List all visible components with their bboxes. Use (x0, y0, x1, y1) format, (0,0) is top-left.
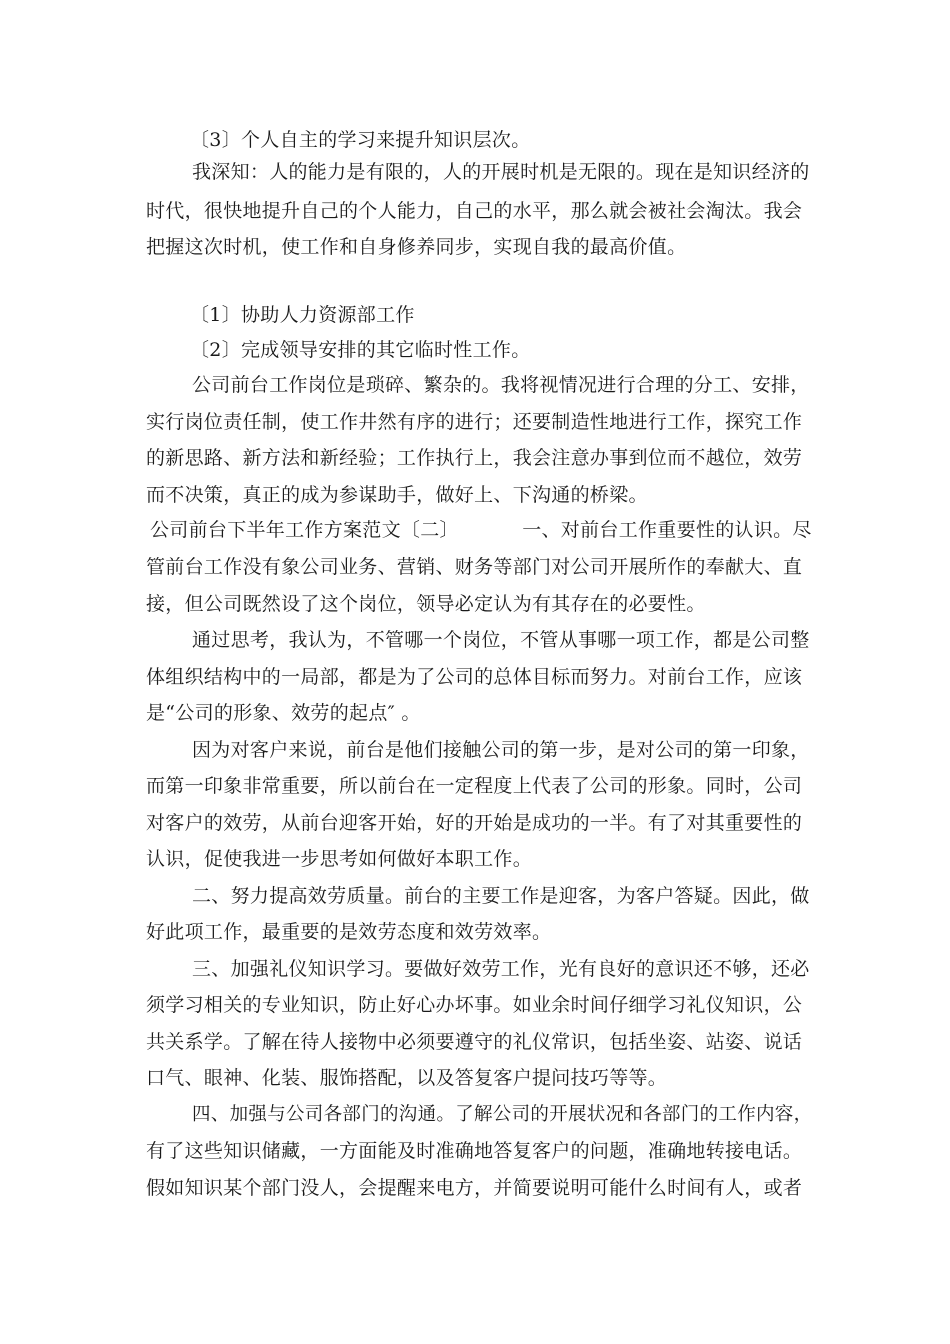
text-line: 而不决策，真正的成为参谋助手，做好上、下沟通的桥梁。 (146, 484, 648, 506)
text-line: 公司前台工作岗位是琐碎、繁杂的。我将视情况进行合理的分工、安排， (192, 374, 810, 396)
text-line: 口气、眼神、化装、服饰搭配，以及答复客户提问技巧等等。 (146, 1067, 668, 1089)
text-line: 因为对客户来说，前台是他们接触公司的第一步，是对公司的第一印象， (192, 739, 810, 761)
text-line: 须学习相关的专业知识，防止好心办坏事。如业余时间仔细学习礼仪知识，公 (146, 994, 803, 1016)
text-line: 〔1〕协助人力资源部工作 (190, 304, 415, 326)
text-line: 三、加强礼仪知识学习。要做好效劳工作，光有良好的意识还不够，还必 (192, 958, 810, 980)
text-line: 通过思考，我认为，不管哪一个岗位，不管从事哪一项工作，都是公司整 (192, 629, 810, 651)
text-line: 认识，促使我进一步思考如何做好本职工作。 (146, 848, 533, 870)
text-line: 把握这次时机，使工作和自身修养同步，实现自我的最高价值。 (146, 236, 687, 258)
text-line: 共关系学。了解在待人接物中必须要遵守的礼仪常识，包括坐姿、站姿、说话 (146, 1031, 803, 1053)
text-line: 四、加强与公司各部门的沟通。了解公司的开展状况和各部门的工作内容， (192, 1104, 813, 1125)
text-line: 实行岗位责任制，使工作井然有序的进行；还要制造性地进行工作，探究工作 (146, 411, 803, 433)
text-line: 是“公司的形象、效劳的起点″ 。 (146, 702, 421, 724)
text-line: 二、努力提高效劳质量。前台的主要工作是迎客，为客户答疑。因此，做 (192, 885, 810, 907)
text-line: 假如知识某个部门没人，会提醒来电方，并简要说明可能什么时间有人，或者 (146, 1177, 803, 1199)
text-line: 〔2〕完成领导安排的其它临时性工作。 (190, 339, 531, 361)
text-line: 体组织结构中的一局部，都是为了公司的总体目标而努力。对前台工作，应该 (146, 666, 803, 688)
text-line: 〔3〕个人自主的学习来提升知识层次。 (190, 129, 531, 151)
text-line: 时代，很快地提升自己的个人能力，自己的水平，那么就会被社会淘汰。我会 (146, 200, 803, 222)
text-line: 而第一印象非常重要，所以前台在一定程度上代表了公司的形象。同时，公司 (146, 775, 803, 797)
text-line: 接，但公司既然设了这个岗位，领导必定认为有其存在的必要性。 (146, 593, 706, 615)
text-line: 有了这些知识储藏，一方面能及时准确地答复客户的问题，准确地转接电话。 (146, 1140, 803, 1162)
section-heading-line: 公司前台下半年工作方案范文〔二〕 一、对前台工作重要性的认识。尽 (150, 519, 812, 541)
text-line: 对客户的效劳，从前台迎客开始，好的开始是成功的一半。有了对其重要性的 (146, 812, 803, 834)
text-line: 的新思路、新方法和新经验；工作执行上，我会注意办事到位而不越位，效劳 (146, 447, 803, 469)
text-line: 我深知：人的能力是有限的，人的开展时机是无限的。现在是知识经济的 (192, 161, 810, 183)
text-line: 管前台工作没有象公司业务、营销、财务等部门对公司开展所作的奉献大、直 (146, 556, 803, 578)
text-line: 好此项工作，最重要的是效劳态度和效劳效率。 (146, 921, 552, 943)
